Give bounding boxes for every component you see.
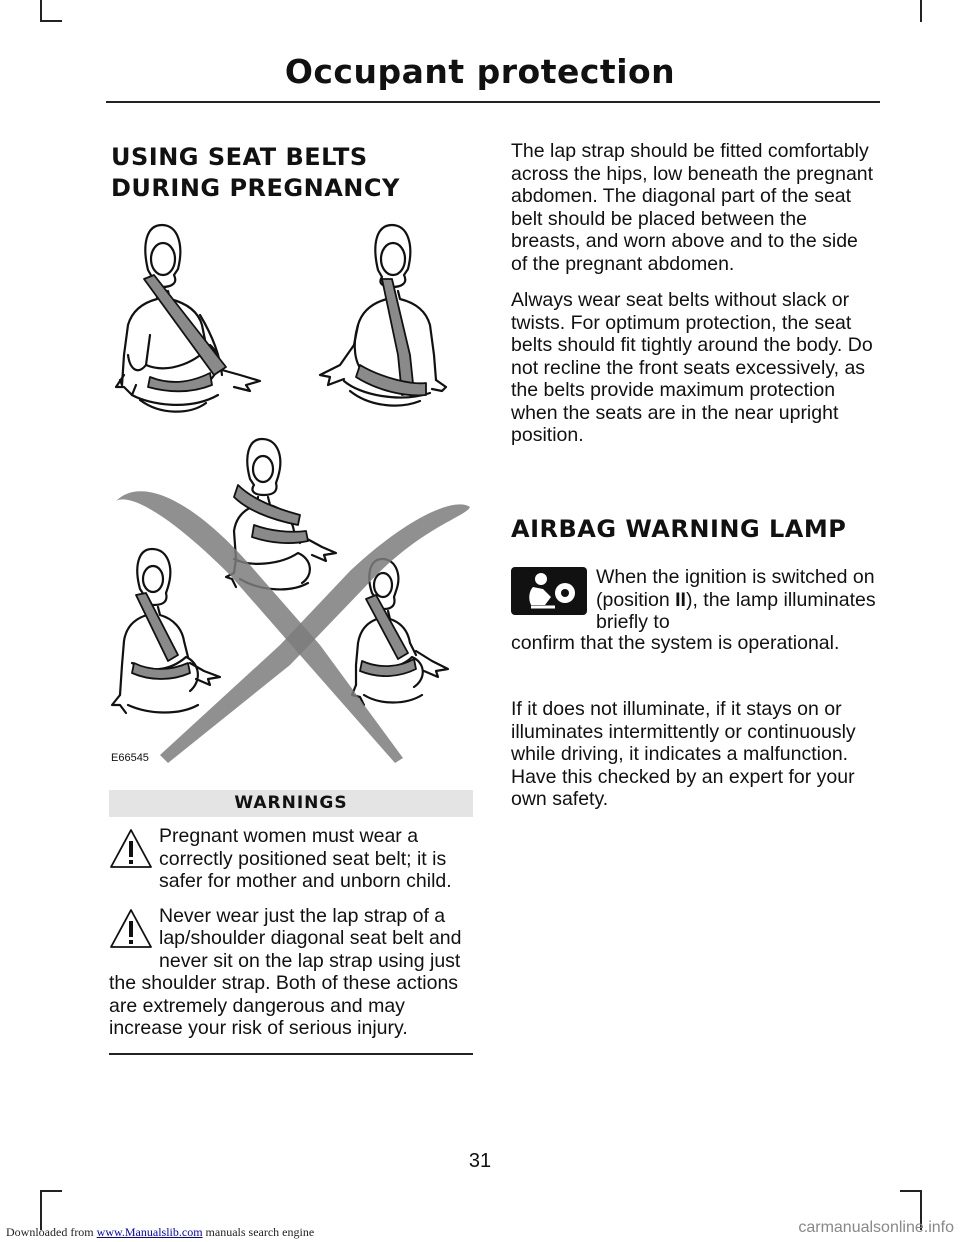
page-title: Occupant protection — [284, 52, 676, 91]
right-column — [511, 140, 876, 461]
body-paragraph: Always wear seat belts without slack or twists. For optimum protection, the seat belts should fit tightly around the body. Do not recline the front seats excessively, as the belts provide maximum protection when the seats are in the near upright position. — [511, 289, 873, 446]
figure-code: E66545 — [111, 752, 149, 764]
footer-prefix: Downloaded from — [6, 1225, 97, 1239]
heading-line: DURING PREGNANCY — [111, 174, 400, 202]
pregnancy-seatbelt-illustration — [110, 215, 475, 770]
lamp-text-part: When the ignition is switched on (position — [596, 566, 875, 611]
watermark: carmanualsonline.info — [798, 1219, 954, 1236]
crop-mark — [900, 1190, 922, 1192]
body-paragraph: The lap strap should be fitted comfortably across the hips, low beneath the pregnant abdomen. The diagonal part of the seat belt should be placed between the breasts, and worn above and to the side of the pregnant abdomen. — [511, 140, 874, 275]
warnings-bottom-rule — [109, 1053, 473, 1055]
section-heading-airbag: AIRBAG WARNING LAMP — [511, 515, 847, 543]
warning-triangle-icon — [109, 907, 153, 951]
airbag-warning-lamp-icon — [511, 567, 587, 615]
download-footer — [6, 1225, 314, 1240]
crop-mark — [40, 20, 62, 22]
warning-item — [109, 825, 473, 893]
warnings-heading: WARNINGS — [109, 790, 473, 817]
section-heading-pregnancy — [111, 142, 400, 204]
ignition-position: II — [675, 588, 686, 611]
crop-mark — [40, 1190, 62, 1192]
heading-line: USING SEAT BELTS — [111, 143, 368, 171]
lamp-text-part: ), the lamp illuminates briefly to — [596, 588, 876, 633]
warning-triangle-icon — [109, 827, 153, 871]
page-number: 31 — [468, 1150, 492, 1172]
title-divider — [106, 101, 880, 103]
airbag-lamp-text — [596, 566, 876, 634]
warning-text: Never wear just the lap strap of a lap/shoulder diagonal seat belt and never sit on the lap strap using just the shoulder strap. Both of these actions are extremely dangerous and may increase your risk of serious injury. — [109, 904, 462, 1039]
manualslib-link[interactable]: www.Manualslib.com — [96, 1225, 203, 1239]
crop-mark — [40, 0, 42, 22]
warning-item — [109, 905, 473, 1040]
crop-mark — [920, 0, 922, 22]
airbag-lamp-text-cont: confirm that the system is operational. — [511, 632, 840, 654]
warnings-box — [109, 790, 473, 1040]
footer-suffix: manuals search engine — [202, 1225, 315, 1239]
crop-mark — [40, 1190, 42, 1230]
warning-text: Pregnant women must wear a correctly positioned seat belt; it is safer for mother and unborn child. — [159, 825, 452, 892]
body-paragraph: If it does not illuminate, if it stays on or illuminates intermittently or continuously while driving, it indicates a malfunction. Have this checked by an expert for your own safety. — [511, 698, 856, 810]
